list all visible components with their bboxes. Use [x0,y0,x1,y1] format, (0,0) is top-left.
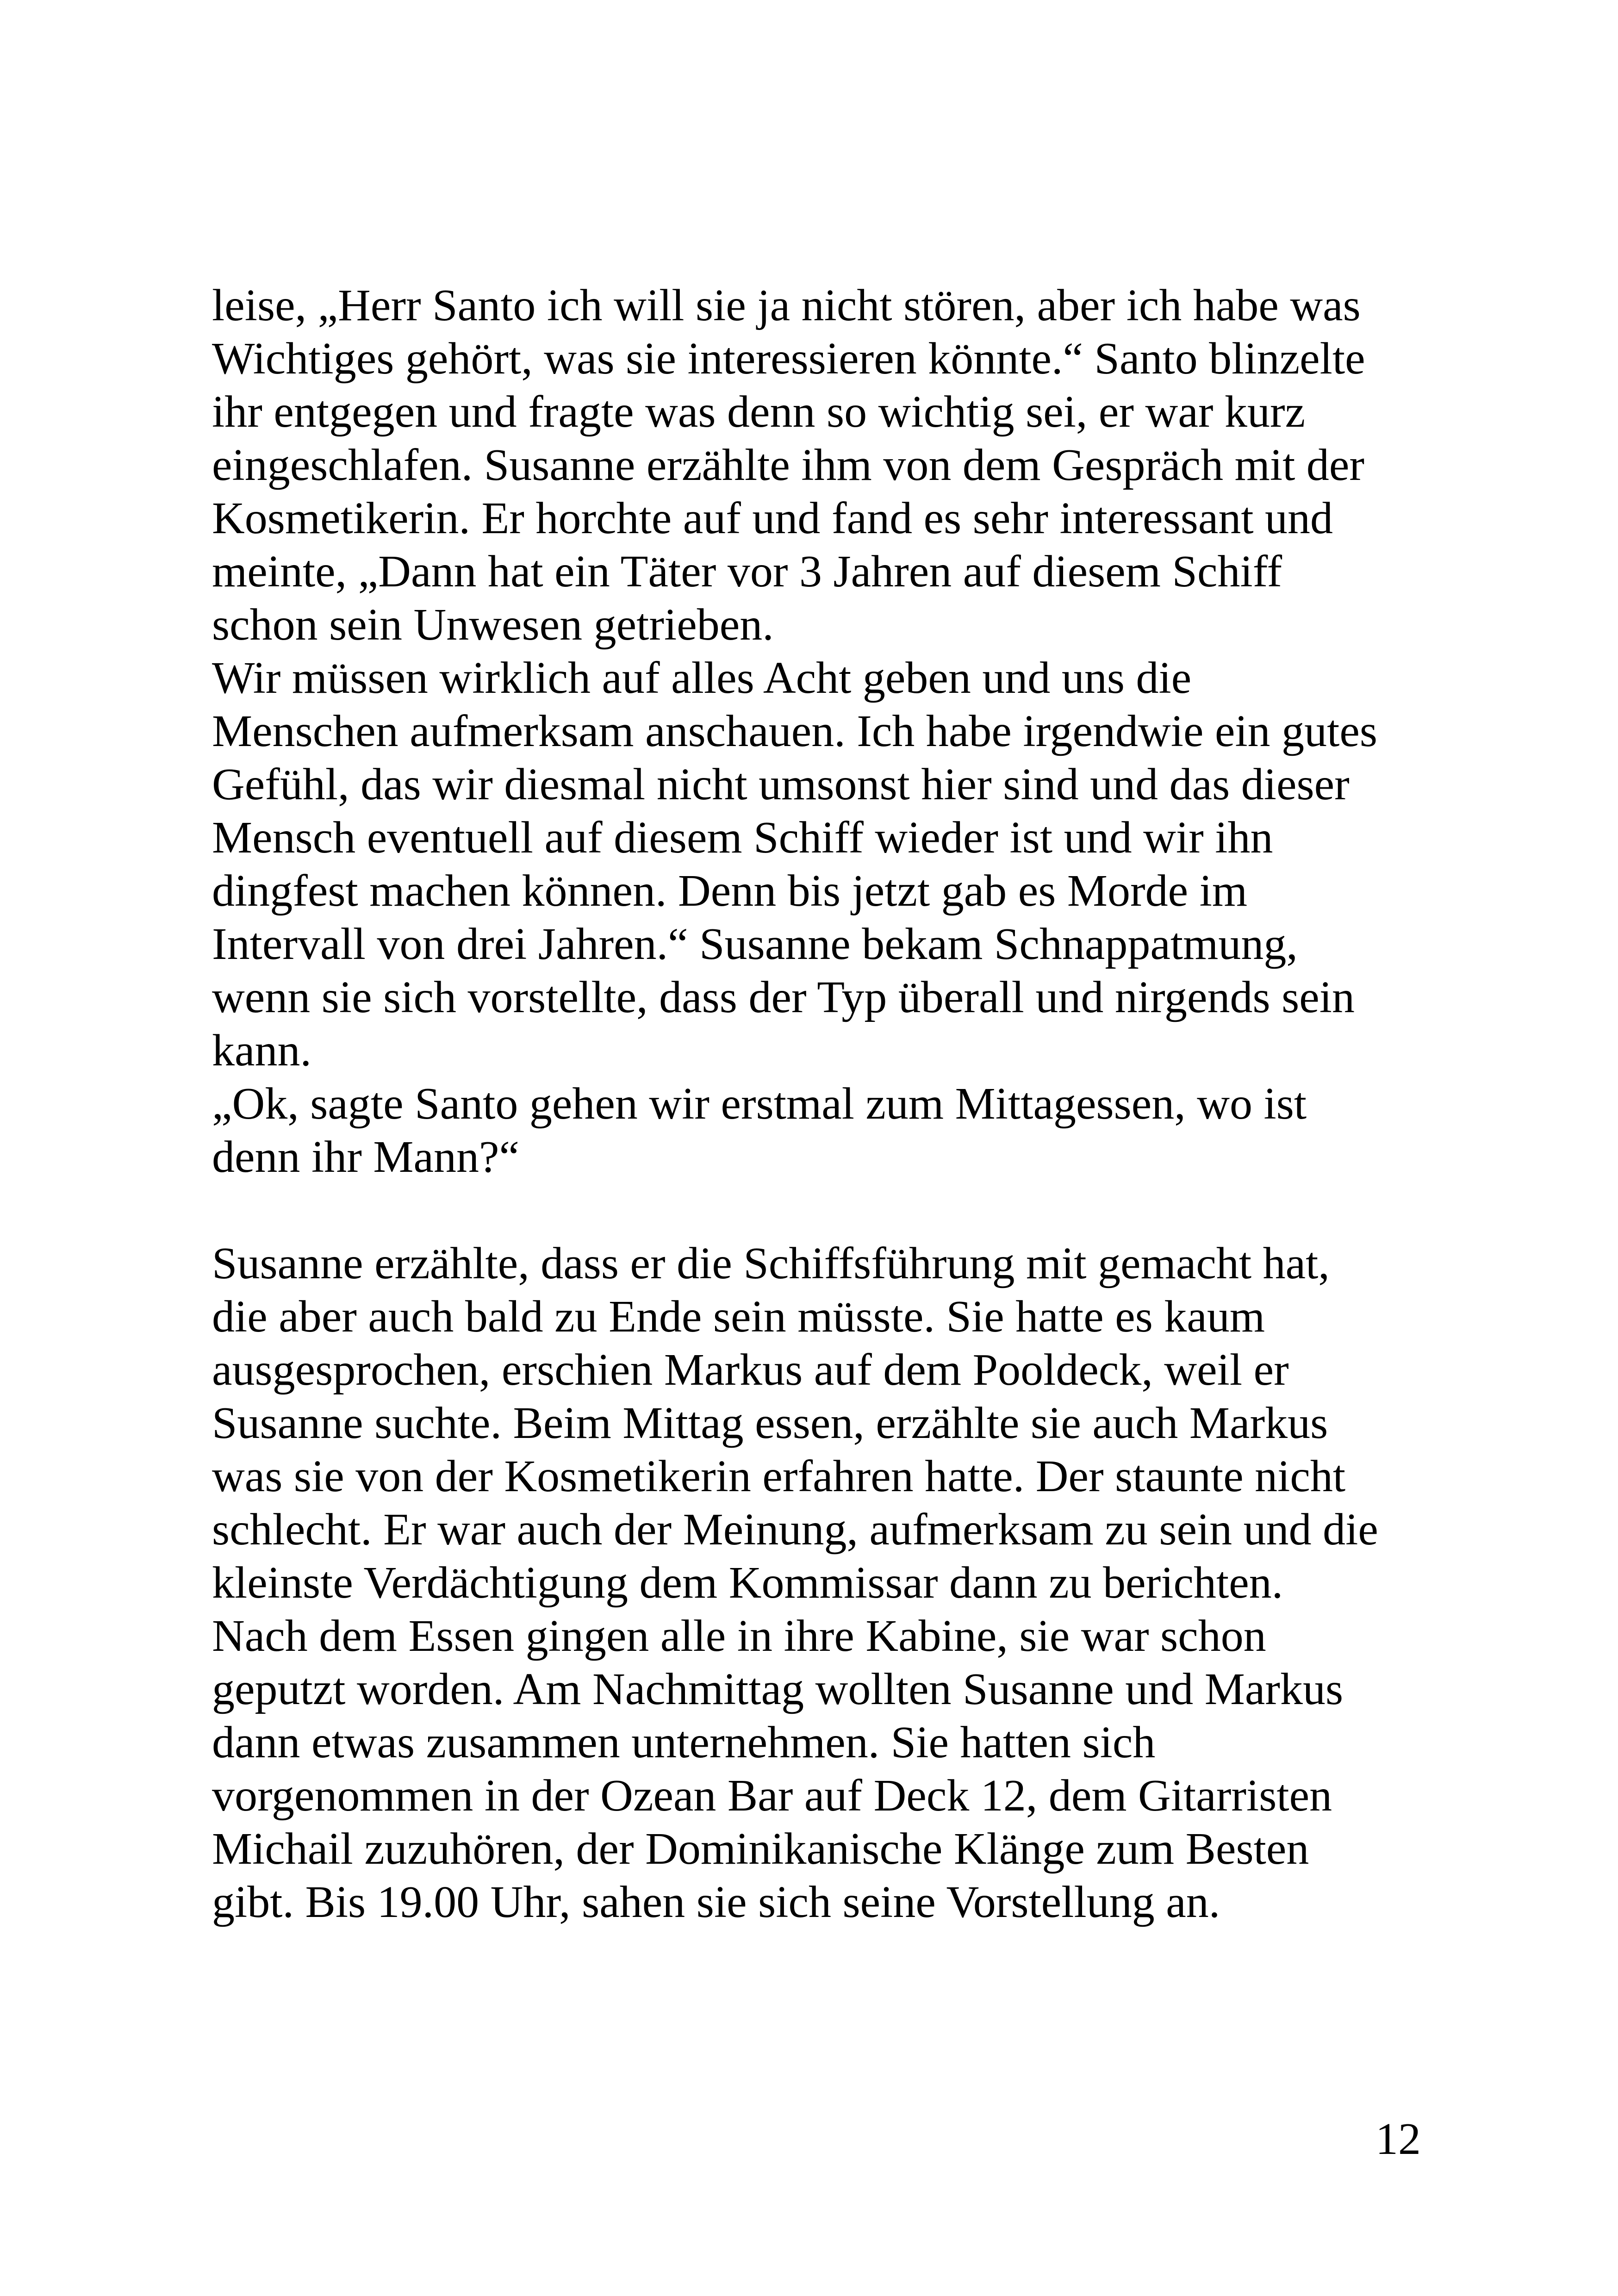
text-line: Nach dem Essen gingen alle in ihre Kabine, sie war schon [212,1611,1266,1661]
text-line: Susanne suchte. Beim Mittag essen, erzählte sie auch Markus [212,1398,1328,1448]
text-line: die aber auch bald zu Ende sein müsste. Sie hatte es kaum [212,1292,1265,1342]
paragraph-1 [212,279,1443,1184]
text-line: „Ok, sagte Santo gehen wir erstmal zum Mittagessen, wo ist [212,1079,1307,1129]
text-line: dingfest machen können. Denn bis jetzt gab es Morde im [212,866,1248,916]
text-line: geputzt worden. Am Nachmittag wollten Susanne und Markus [212,1664,1344,1714]
text-line: schlecht. Er war auch der Meinung, aufmerksam zu sein und die [212,1505,1378,1555]
text-line: Michail zuzuhören, der Dominikanische Klänge zum Besten [212,1824,1309,1874]
text-line: Gefühl, das wir diesmal nicht umsonst hier sind und das dieser [212,759,1350,809]
text-line: Wichtiges gehört, was sie interessieren könnte.“ Santo blinzelte [212,334,1365,384]
page-number: 12 [1375,2114,1421,2164]
text-line: denn ihr Mann?“ [212,1132,519,1182]
text-line: meinte, „Dann hat ein Täter vor 3 Jahren auf diesem Schiff [212,547,1282,597]
text-line: leise, „Herr Santo ich will sie ja nicht stören, aber ich habe was [212,280,1361,330]
text-line: ausgesprochen, erschien Markus auf dem Pooldeck, weil er [212,1345,1289,1395]
text-line: wenn sie sich vorstellte, dass der Typ überall und nirgends sein [212,972,1355,1022]
text-line: schon sein Unwesen getrieben. [212,600,774,650]
text-line: Mensch eventuell auf diesem Schiff wieder ist und wir ihn [212,813,1273,863]
text-line: vorgenommen in der Ozean Bar auf Deck 12, dem Gitarristen [212,1771,1332,1821]
text-line: Susanne erzählte, dass er die Schiffsführung mit gemacht hat, [212,1238,1330,1288]
text-line: Menschen aufmerksam anschauen. Ich habe irgendwie ein gutes [212,706,1378,756]
text-line: ihr entgegen und fragte was denn so wichtig sei, er war kurz [212,387,1306,437]
paragraph-2 [212,1237,1443,1929]
text-line: Wir müssen wirklich auf alles Acht geben und uns die [212,653,1192,703]
text-line: kann. [212,1026,311,1076]
text-line: Kosmetikerin. Er horchte auf und fand es sehr interessant und [212,493,1333,543]
text-line: dann etwas zusammen unternehmen. Sie hatten sich [212,1717,1156,1767]
text-line: was sie von der Kosmetikerin erfahren hatte. Der staunte nicht [212,1451,1346,1501]
text-line: eingeschlafen. Susanne erzählte ihm von dem Gespräch mit der [212,440,1364,490]
text-line: kleinste Verdächtigung dem Kommissar dann zu berichten. [212,1558,1283,1608]
text-line: gibt. Bis 19.00 Uhr, sahen sie sich seine Vorstellung an. [212,1877,1220,1927]
text-line: Intervall von drei Jahren.“ Susanne bekam Schnappatmung, [212,919,1298,969]
